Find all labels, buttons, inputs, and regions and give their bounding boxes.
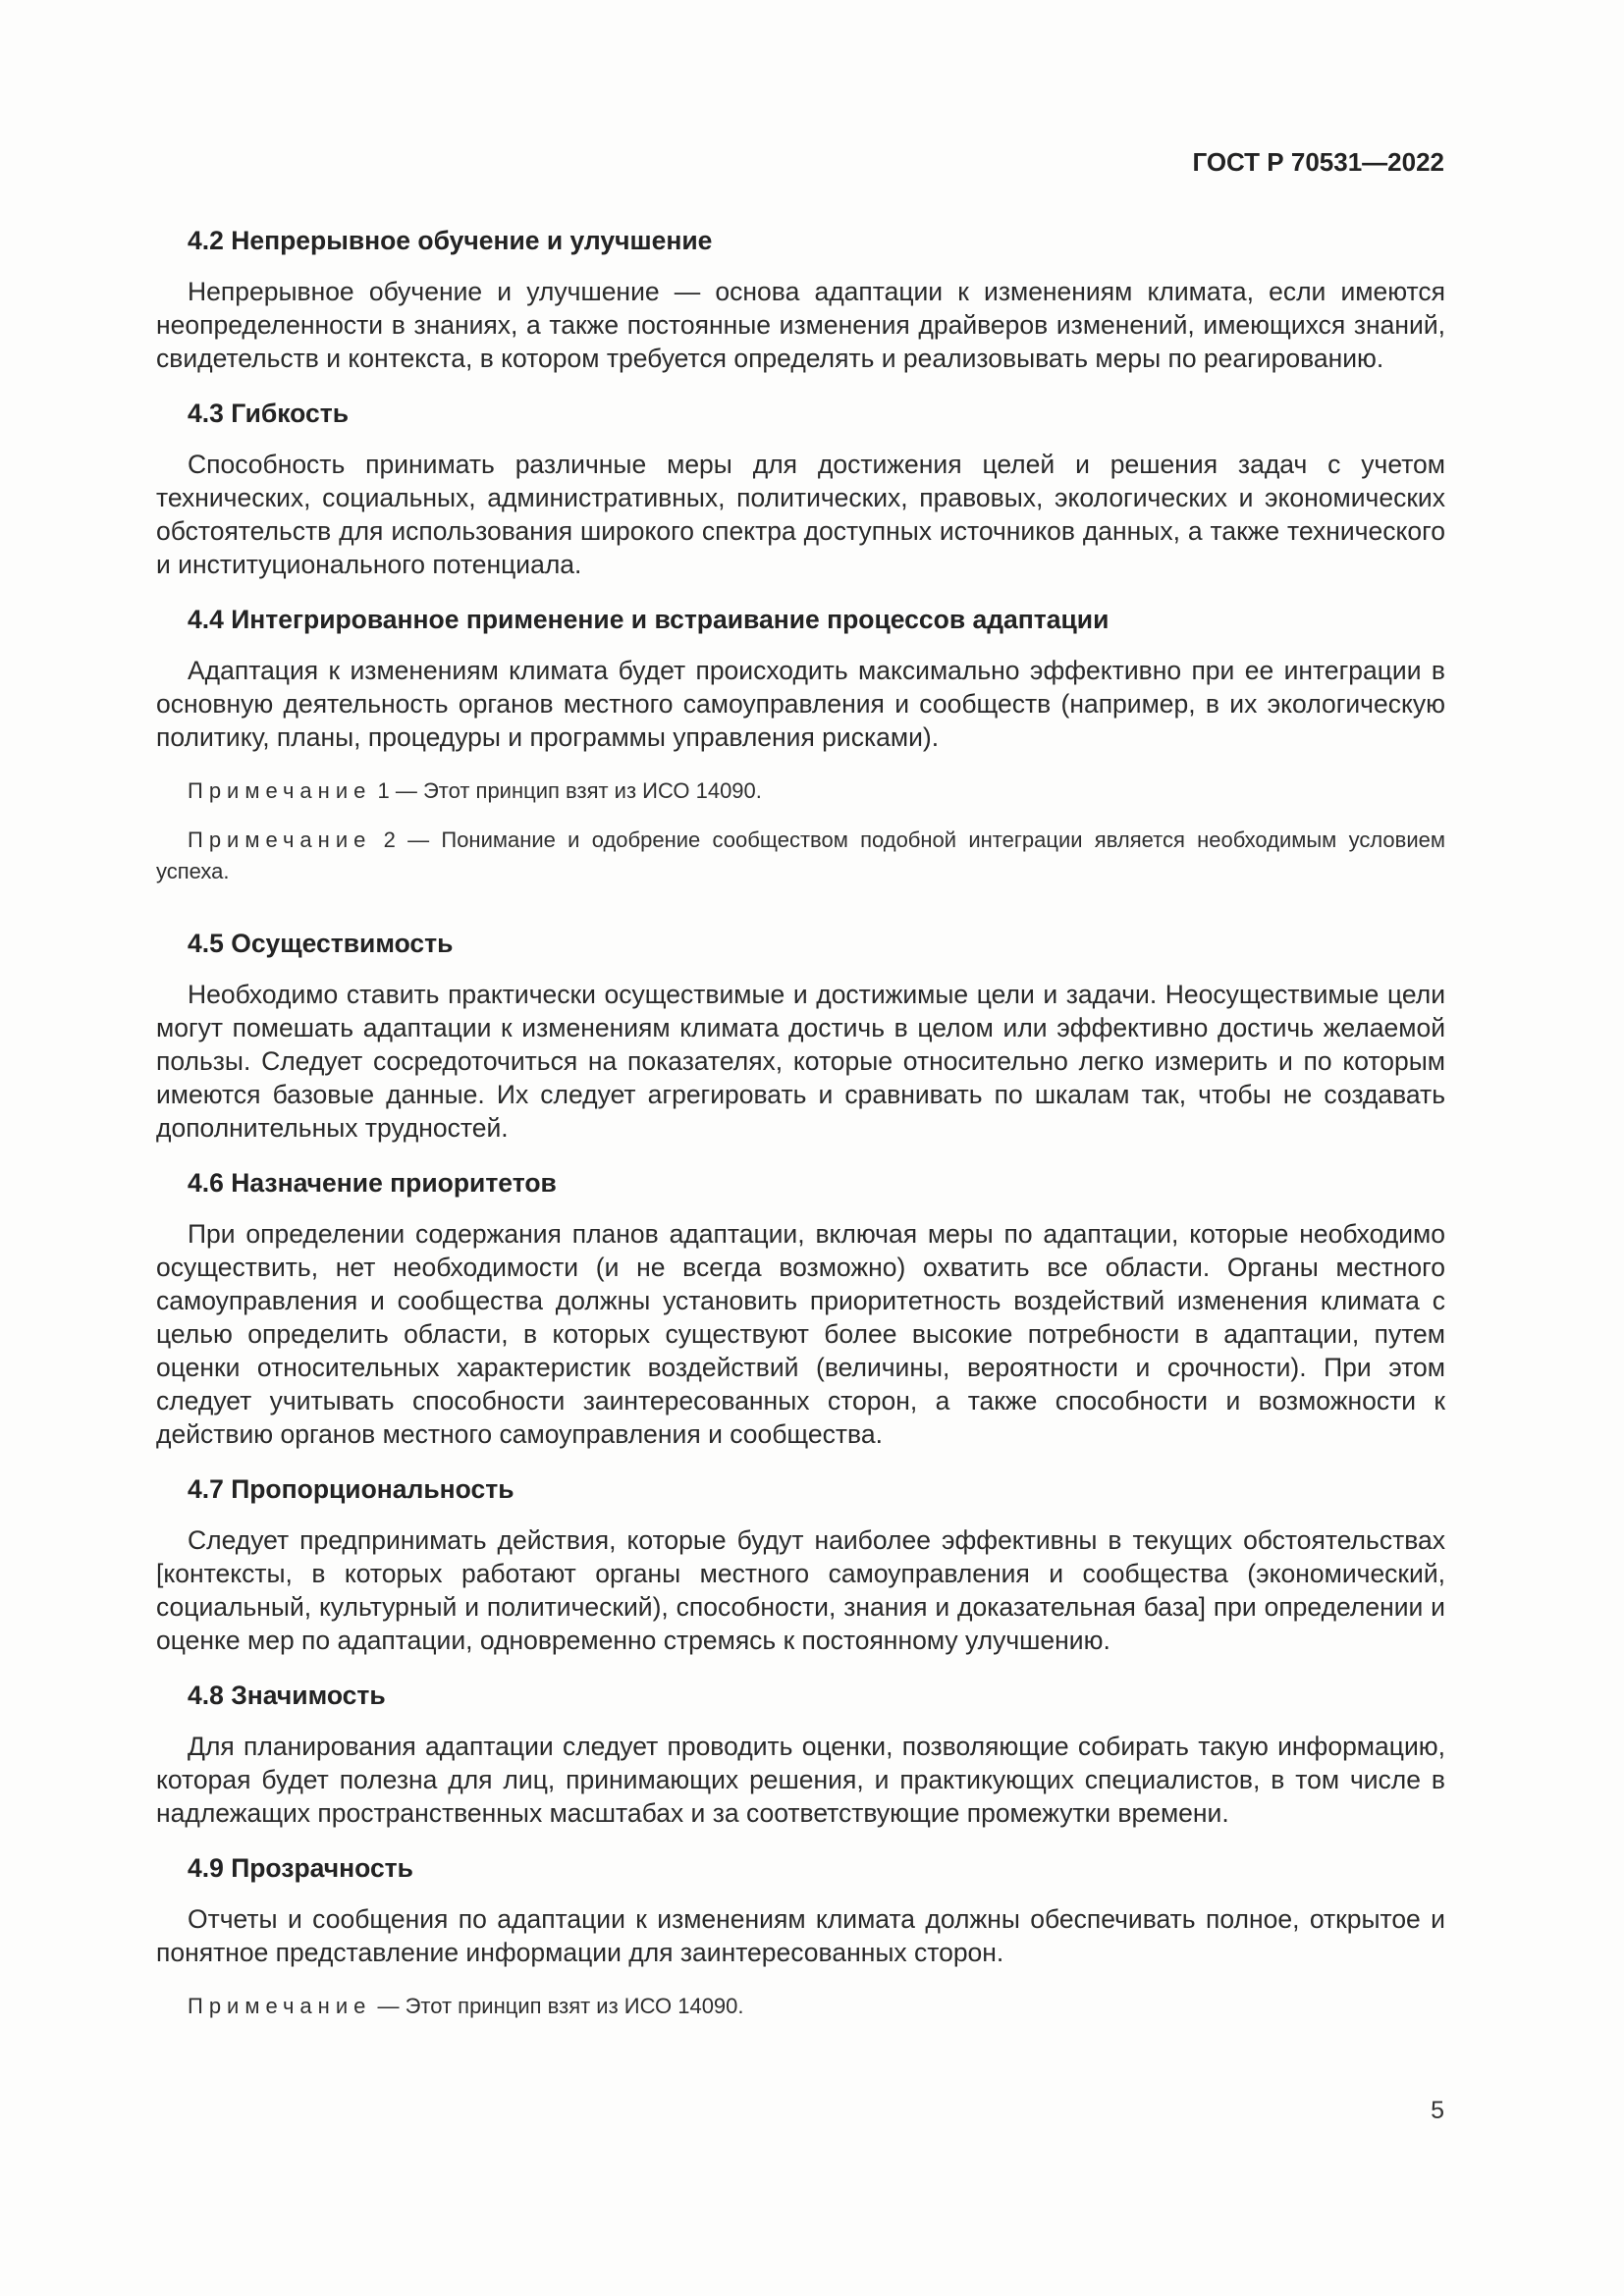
section-heading: 4.5 Осуществимость <box>188 929 454 958</box>
section-paragraph: Необходимо ставить практически осуществимые и достижимые цели и задачи. Неосуществимые цели могут помешать адаптации к изменениям климата достичь в целом или эффективно достичь желаемой пользы. Следует сосредоточиться на показателях, которые относительно легко измерить и по которым имеются базовые данные. Их следует агрегировать и сравнивать по шкалам так, чтобы не создавать дополнительных трудностей. <box>156 980 1445 1143</box>
section-paragraph: Способность принимать различные меры для достижения целей и решения задач с учетом технических, социальных, административных, политических, правовых, экологических и экономических обстоятельств для использования широкого спектра доступных источников данных, а также технического и институционального потенциала. <box>156 450 1445 579</box>
section-paragraph: При определении содержания планов адаптации, включая меры по адаптации, которые необходимо осуществить, нет необходимости (и не всегда возможно) охватить все области. Органы местного самоуправления и сообщества должны установить приоритетность воздействий изменения климата с целью определить области, в которых существуют более высокие потребности в адаптации, путем оценки относительных характеристик воздействий (величины, вероятности и срочности). При этом следует учитывать способности заинтересованных сторон, а также способности и возможности к действию органов местного самоуправления и сообщества. <box>156 1219 1445 1449</box>
section-heading: 4.7 Пропорциональность <box>188 1474 514 1504</box>
note-1 <box>156 775 1445 807</box>
section-heading: 4.3 Гибкость <box>188 399 349 428</box>
section-heading: 4.8 Значимость <box>188 1681 386 1710</box>
note-2 <box>156 825 1445 887</box>
note-number: 1 <box>377 778 390 803</box>
section-heading: 4.2 Непрерывное обучение и улучшение <box>188 226 713 255</box>
page-number: 5 <box>1431 2097 1444 2124</box>
note-text: — Понимание и одобрение сообществом подобной интеграции является необходимым условием успеха. <box>156 828 1445 883</box>
note-number: 2 <box>383 828 396 852</box>
section-4-4 <box>156 603 1445 887</box>
note-label: Примечание <box>188 778 372 803</box>
section-4-2 <box>156 224 1445 375</box>
note-text: — Этот принцип взят из ИСО 14090. <box>377 1994 744 2018</box>
section-4-7 <box>156 1472 1445 1657</box>
document-body <box>156 224 1445 2040</box>
section-heading: 4.9 Прозрачность <box>188 1853 413 1883</box>
section-4-9 <box>156 1851 1445 2022</box>
section-paragraph: Непрерывное обучение и улучшение — основа адаптации к изменениям климата, если имеются неопределенности в знаниях, а также постоянные изменения драйверов изменений, имеющихся знаний, свидетельств и контекста, в котором требуется определять и реализовывать меры по реагированию. <box>156 277 1445 373</box>
section-paragraph: Отчеты и сообщения по адаптации к изменениям климата должны обеспечивать полное, открытое и понятное представление информации для заинтересованных сторон. <box>156 1904 1445 1967</box>
section-4-6 <box>156 1166 1445 1451</box>
note-label: Примечание <box>188 828 372 852</box>
section-heading: 4.4 Интегрированное применение и встраивание процессов адаптации <box>188 605 1110 634</box>
section-4-5 <box>156 927 1445 1145</box>
note-text: — Этот принцип взят из ИСО 14090. <box>395 778 762 803</box>
section-paragraph: Следует предпринимать действия, которые будут наиболее эффективны в текущих обстоятельствах [контексты, в которых работают органы местного самоуправления и сообщества (экономический, социальный, культурный и политический), способности, знания и доказательная база] при определении и оценке мер по адаптации, одновременно стремясь к постоянному улучшению. <box>156 1525 1445 1655</box>
note-label: Примечание <box>188 1994 372 2018</box>
section-heading: 4.6 Назначение приоритетов <box>188 1168 557 1198</box>
section-4-8 <box>156 1679 1445 1830</box>
note-3 <box>156 1991 1445 2022</box>
section-4-3 <box>156 397 1445 581</box>
document-code: ГОСТ Р 70531—2022 <box>1192 147 1444 177</box>
section-paragraph: Для планирования адаптации следует проводить оценки, позволяющие собирать такую информацию, которая будет полезна для лиц, принимающих решения, и практикующих специалистов, в том числе в надлежащих пространственных масштабах и за соответствующие промежутки времени. <box>156 1732 1445 1828</box>
section-paragraph: Адаптация к изменениям климата будет происходить максимально эффективно при ее интеграции в основную деятельность органов местного самоуправления и сообществ (например, в их экологическую политику, планы, процедуры и программы управления рисками). <box>156 656 1445 752</box>
